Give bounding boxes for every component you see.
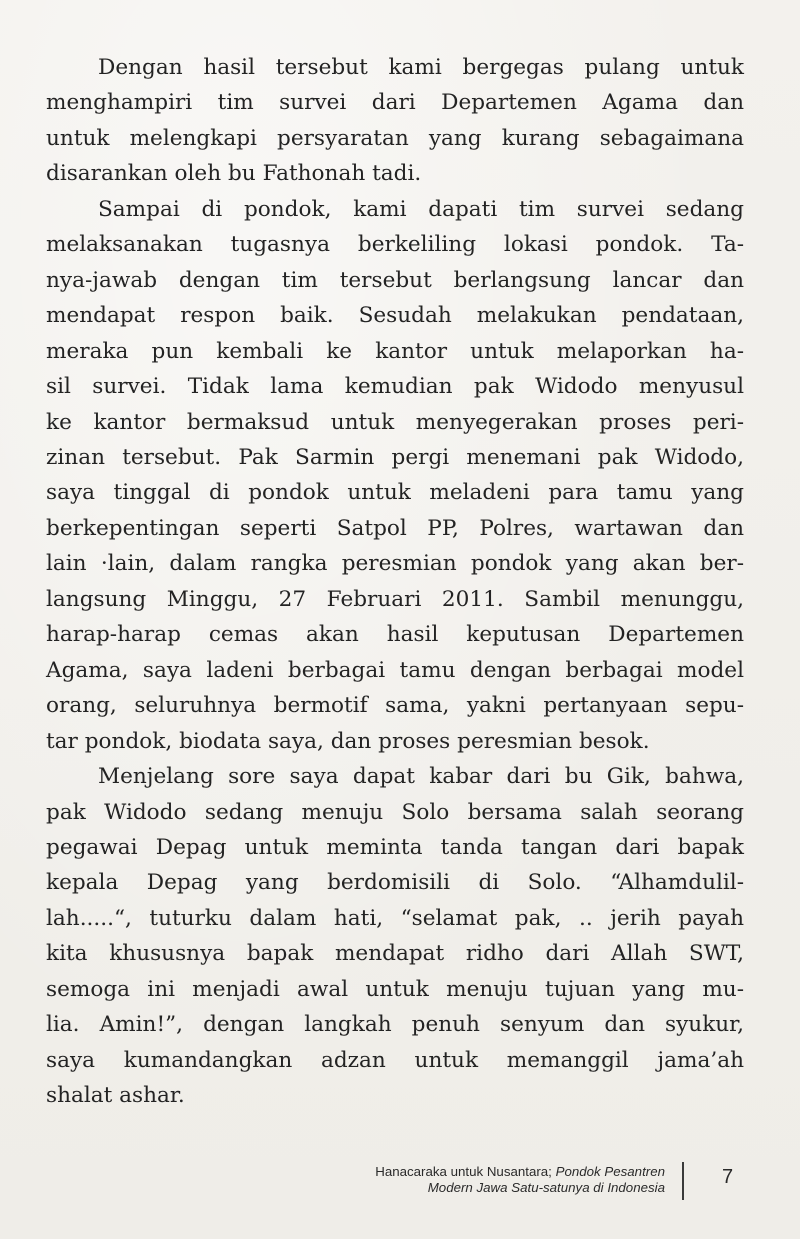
text-line: kepala Depag yang berdomisili di Solo. “Alhamdulil- (46, 870, 744, 896)
text-line: meraka pun kembali ke kantor untuk melaporkan ha- (46, 338, 744, 364)
text-line: lain ·lain, dalam rangka peresmian pondok yang akan ber- (46, 551, 744, 577)
text-line: Dengan hasil tersebut kami bergegas pulang untuk (98, 55, 744, 80)
text-line: harap-harap cemas akan hasil keputusan Departemen (46, 622, 744, 648)
running-footer-title (375, 1164, 665, 1196)
text-line: pegawai Depag untuk meminta tanda tangan dari bapak (46, 834, 744, 860)
page-footer (0, 1162, 800, 1202)
text-line: pak Widodo sedang menuju Solo bersama salah seorang (46, 799, 744, 825)
text-line: melaksanakan tugasnya berkeliling lokasi pondok. Ta- (46, 232, 744, 258)
text-line: Menjelang sore saya dapat kabar dari bu Gik, bahwa, (98, 764, 744, 790)
paragraph-2 (46, 192, 744, 759)
text-line: untuk melengkapi persyaratan yang kurang sebagaimana (46, 125, 744, 151)
text-line: disarankan oleh bu Fathonah tadi. (46, 161, 422, 187)
footer-divider (682, 1162, 684, 1200)
body-text (46, 50, 744, 1114)
text-line: saya kumandangkan adzan untuk memanggil jama’ah (46, 1047, 744, 1073)
text-line: semoga ini menjadi awal untuk menuju tujuan yang mu- (46, 976, 744, 1002)
paragraph-1 (46, 50, 744, 192)
text-line: Agama, saya ladeni berbagai tamu dengan berbagai model (46, 657, 744, 683)
text-line: shalat ashar. (46, 1083, 185, 1109)
footer-title-line-1 (375, 1164, 665, 1180)
footer-title-plain: Hanacaraka untuk Nusantara; (375, 1164, 556, 1179)
text-line: tar pondok, biodata saya, dan proses peresmian besok. (46, 728, 650, 754)
text-line: zinan tersebut. Pak Sarmin pergi menemani pak Widodo, (46, 444, 744, 470)
footer-title-line-2: Modern Jawa Satu-satunya di Indonesia (427, 1180, 665, 1195)
text-line: Sampai di pondok, kami dapati tim survei sedang (98, 196, 744, 222)
text-line: mendapat respon baik. Sesudah melakukan pendataan, (46, 303, 744, 329)
footer-title-italic: Pondok Pesantren (555, 1164, 665, 1179)
text-line: lah.....“, tuturku dalam hati, “selamat pak, .. jerih payah (46, 905, 744, 931)
paragraph-3 (46, 759, 744, 1114)
text-line: kita khususnya bapak mendapat ridho dari Allah SWT, (46, 941, 744, 967)
text-line: orang, seluruhnya bermotif sama, yakni pertanyaan sepu- (46, 693, 744, 719)
text-line: ke kantor bermaksud untuk menyegerakan proses peri- (46, 409, 744, 435)
page-number: 7 (722, 1166, 734, 1188)
text-line: sil survei. Tidak lama kemudian pak Widodo menyusul (46, 374, 744, 400)
text-line: lia. Amin!”, dengan langkah penuh senyum dan syukur, (46, 1012, 744, 1038)
text-line: saya tinggal di pondok untuk meladeni para tamu yang (46, 480, 744, 506)
text-line: langsung Minggu, 27 Februari 2011. Sambil menunggu, (46, 586, 744, 612)
text-line: nya-jawab dengan tim tersebut berlangsung lancar dan (46, 267, 744, 293)
text-line: berkepentingan seperti Satpol PP, Polres, wartawan dan (46, 515, 744, 541)
text-line: menghampiri tim survei dari Departemen Agama dan (46, 90, 744, 116)
